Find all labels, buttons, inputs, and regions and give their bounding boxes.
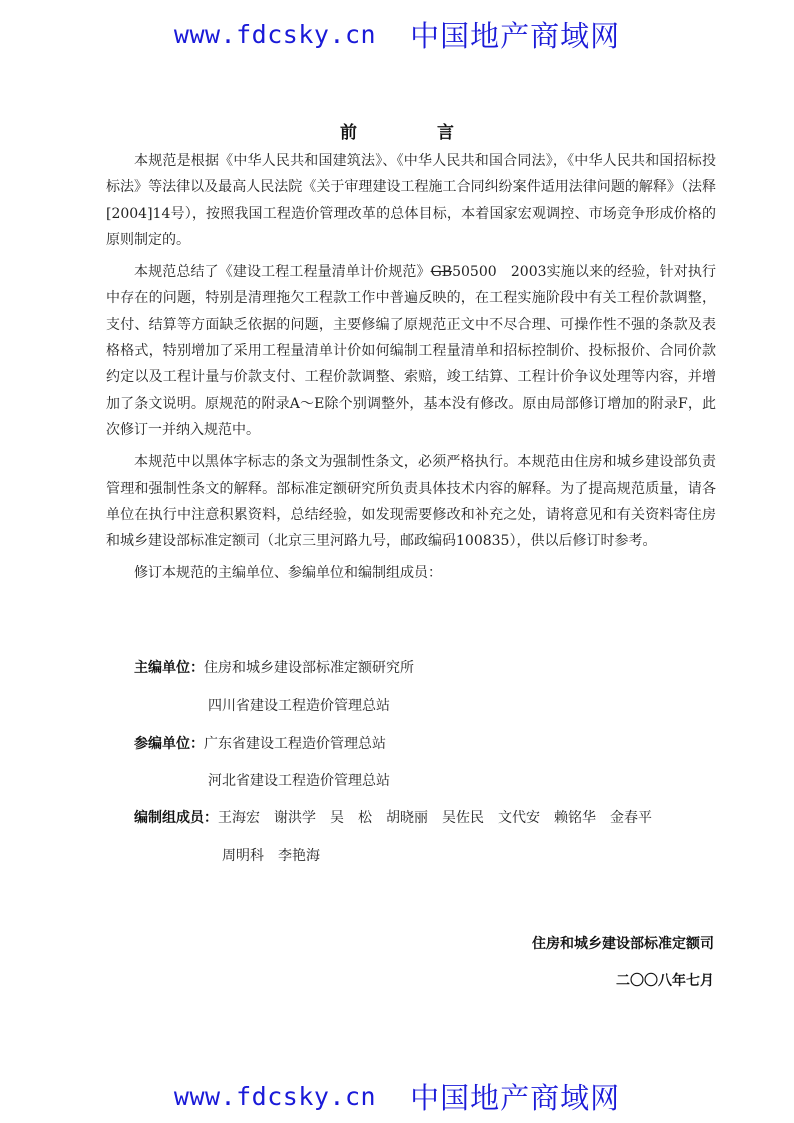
co-editor-row-2 — [208, 771, 390, 791]
preface-body — [106, 148, 716, 593]
paragraph-contributors-intro: 修订本规范的主编单位、参编单位和编制组成员： — [134, 565, 442, 582]
paragraph-summary — [106, 259, 716, 443]
site-url[interactable]: www.fdcsky.cn — [173, 1082, 377, 1111]
members-label: 编制组成员： — [134, 810, 218, 826]
paragraph-mandatory: 本规范中以黑体字标志的条文为强制性条文，必须严格执行。本规范由住房和城乡建设部负责管理和强制性条文的解释。部标准定额研究所负责具体技术内容的解释。为了提高规范质量，请各单位在执行中注意积累资料，总结经验，如发现需要修改和补充之处，请将意见和有关资料寄住房和城乡建设部标准定额司（北京三里河路九号，邮政编码100835），供以后修订时参考。 — [106, 454, 716, 550]
co-editor-org-2: 河北省建设工程造价管理总站 — [208, 773, 390, 789]
paragraph-summary-rest: 50500 2003实施以来的经验，针对执行中存在的问题，特别是清理拖欠工程款工作中普遍反映的，在工程实施阶段中有关工程价款调整，支付、结算等方面缺乏依据的问题，主要修编了原规范正文中不尽合理、可操作性不强的条款及表格格式，特别增加了采用工程量清单计价如何编制工程量清单和招标控制价、投标报价、合同价款约定以及工程计量与价款支付、工程价款调整、索赔，竣工结算、工程计价争议处理等内容，并增加了条文说明。原规范的附录A～E除个别调整外，基本没有修改。原由局部修订增加的附录F，此次修订一并纳入规范中。 — [106, 264, 716, 438]
member-name: 王海宏 — [218, 810, 260, 826]
member-name: 吴佐民 — [442, 810, 484, 826]
members-row-1 — [134, 808, 666, 828]
paragraph-basis: 本规范是根据《中华人民共和国建筑法》、《中华人民共和国合同法》，《中华人民共和国招标投标法》等法律以及最高人民法院《关于审理建设工程施工合同纠纷案件适用法律问题的解释》（法释[2004]14号），按照我国工程造价管理改革的总体目标，本着国家宏观调控、市场竞争形成价格的原则制定的。 — [106, 153, 716, 248]
chief-editor-row — [134, 658, 414, 678]
page-title — [0, 118, 794, 143]
member-name: 周明科 — [222, 848, 264, 864]
member-name: 谢洪学 — [274, 810, 316, 826]
site-url[interactable]: www.fdcsky.cn — [173, 20, 377, 49]
co-editor-org-1: 广东省建设工程造价管理总站 — [204, 736, 386, 752]
member-name: 赖铭华 — [554, 810, 596, 826]
title-char-left: 前 — [340, 123, 357, 143]
chief-editor-org-1: 住房和城乡建设部标准定额研究所 — [204, 660, 414, 676]
chief-editor-label: 主编单位： — [134, 660, 204, 676]
chief-editor-org-2: 四川省建设工程造价管理总站 — [208, 698, 390, 714]
member-name: 李艳海 — [278, 848, 320, 864]
member-name: 金春平 — [610, 810, 652, 826]
member-name: 胡晓丽 — [386, 810, 428, 826]
footer-banner — [0, 1076, 794, 1116]
co-editor-row — [134, 734, 386, 754]
header-banner — [0, 14, 794, 54]
paragraph-summary-start: 本规范总结了《建设工程工程量清单计价规范》 — [134, 264, 431, 281]
title-char-right: 言 — [437, 123, 454, 143]
members-row-2 — [222, 846, 334, 866]
chief-editor-row-2 — [208, 696, 390, 716]
signature-org: 住房和城乡建设部标准定额司 — [532, 936, 714, 952]
member-name: 文代安 — [498, 810, 540, 826]
co-editor-label: 参编单位： — [134, 736, 204, 752]
site-name: 中国地产商域网 — [410, 19, 621, 53]
signature-date: 二〇〇八年七月 — [616, 973, 714, 989]
site-name: 中国地产商域网 — [410, 1081, 621, 1115]
struck-text: GB — [430, 264, 453, 281]
member-name: 吴 松 — [330, 810, 372, 826]
